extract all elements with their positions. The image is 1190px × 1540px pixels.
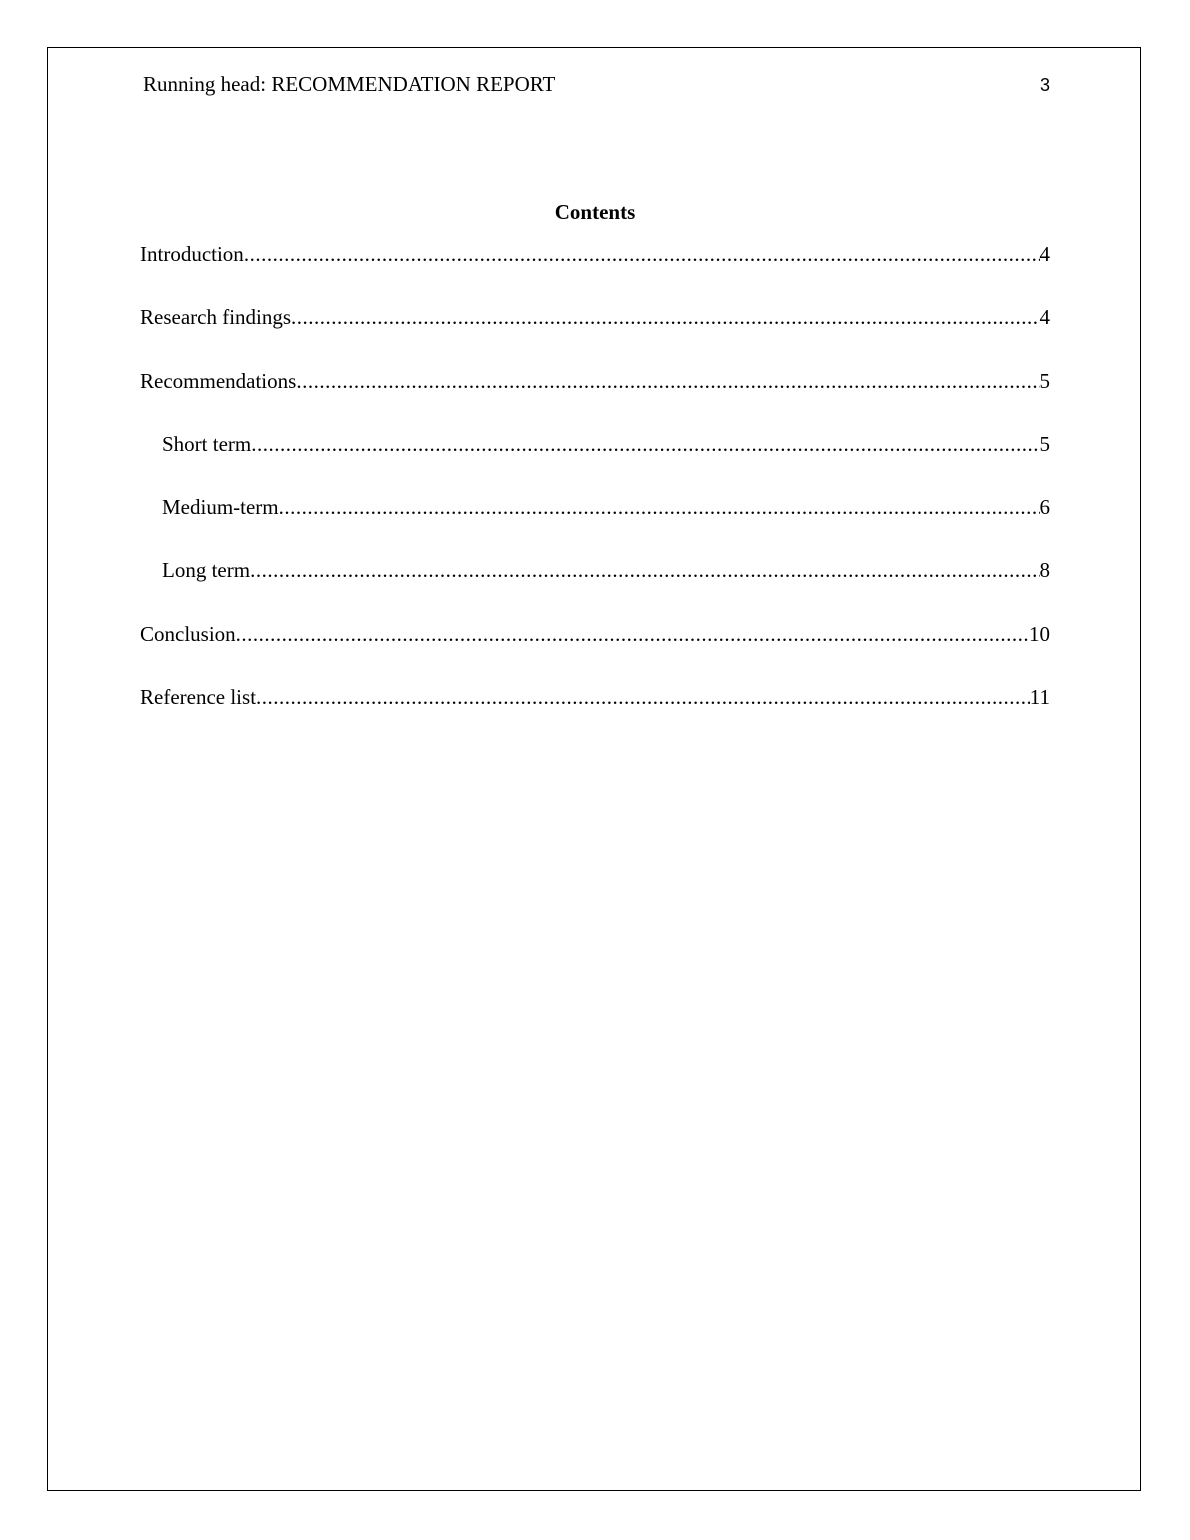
toc-entry-reference-list[interactable]	[140, 684, 1050, 747]
toc-entry-label: Long term	[162, 558, 251, 583]
toc-dot-leader	[256, 684, 1030, 710]
toc-entry-label: Recommendations	[140, 368, 297, 393]
toc-entry-page: 8	[1039, 558, 1050, 583]
toc-dot-leader	[244, 241, 1040, 267]
toc-entry-label: Research findings	[140, 305, 292, 330]
toc-entry-label: Medium-term	[162, 495, 279, 520]
running-head: Running head: RECOMMENDATION REPORT	[143, 72, 556, 96]
toc-dot-leader	[296, 368, 1039, 394]
toc-entry-label: Reference list	[140, 685, 257, 710]
toc-title: Contents	[554, 200, 636, 224]
toc-entry-short-term[interactable]	[140, 431, 1050, 494]
toc-dot-leader	[279, 494, 1040, 520]
toc-entry-research-findings[interactable]	[140, 304, 1050, 367]
toc-entry-long-term[interactable]	[140, 557, 1050, 620]
toc-entry-medium-term[interactable]	[140, 494, 1050, 557]
toc-entry-recommendations[interactable]	[140, 368, 1050, 431]
toc-dot-leader	[291, 304, 1039, 330]
toc-entry-page: 6	[1039, 495, 1050, 520]
toc-entry-page: 5	[1039, 431, 1050, 456]
toc-entry-label: Short term	[162, 431, 252, 456]
toc-dot-leader	[250, 557, 1039, 583]
toc-entry-page: 11	[1029, 685, 1050, 710]
toc-entry-page: 10	[1029, 621, 1050, 646]
toc-dot-leader	[251, 431, 1039, 457]
toc-entry-page: 4	[1039, 305, 1050, 330]
toc-entry-conclusion[interactable]	[140, 621, 1050, 684]
toc-entry-label: Conclusion	[140, 621, 236, 646]
toc-dot-leader	[236, 621, 1029, 647]
toc-entry-page: 5	[1039, 368, 1050, 393]
toc-entry-label: Introduction	[140, 242, 244, 266]
toc-entry-page: 4	[1039, 242, 1050, 266]
table-of-contents	[140, 241, 1050, 747]
page-number: 3	[1039, 75, 1050, 95]
toc-entry-introduction[interactable]	[140, 241, 1050, 304]
